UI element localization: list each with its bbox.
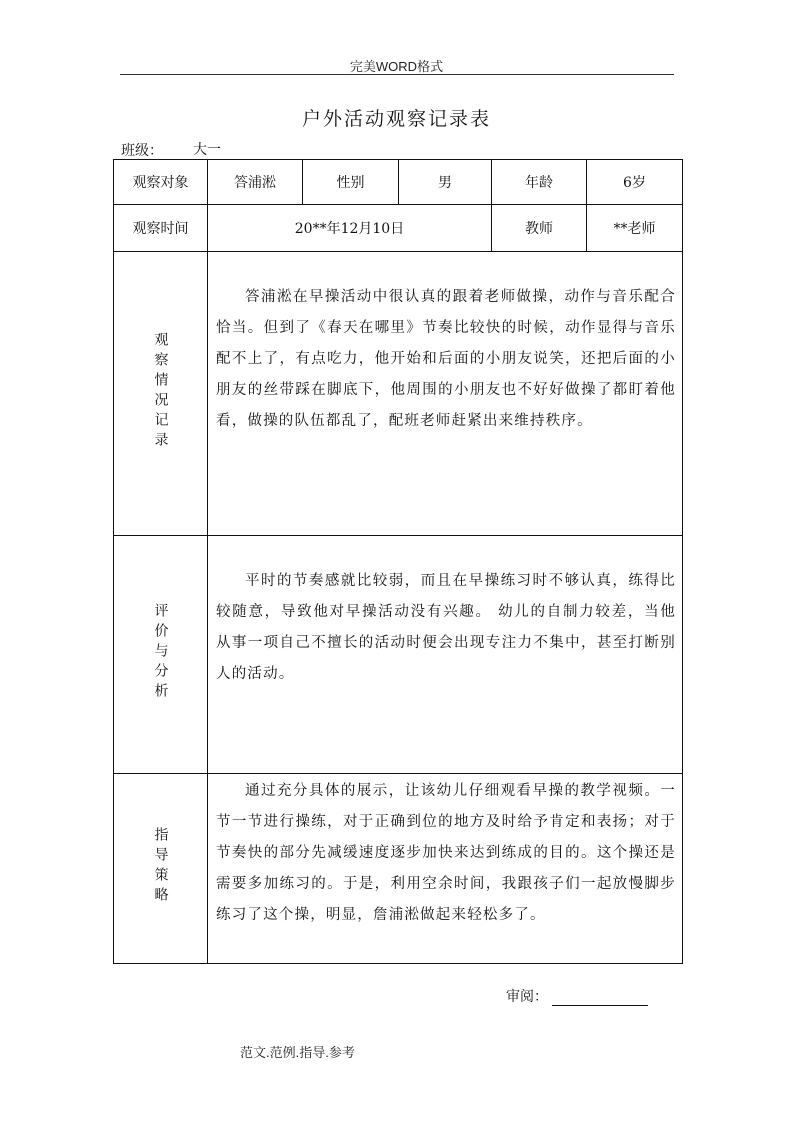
table-row [114, 160, 683, 205]
page-header: 完美WORD格式 [349, 59, 444, 74]
evaluation-label: 评价与分析 [152, 602, 169, 703]
page-footer: 范文.范例.指导.参考 [240, 1045, 355, 1060]
subject-value: 答浦淞 [208, 160, 303, 205]
age-label: 年龄 [492, 160, 587, 205]
strategy-text: 通过充分具体的展示，让该幼儿仔细观看早操的教学视频。一节一节进行操练，对于正确到位的地方及时给予肯定和表扬；对于节奏快的部分先减缓速度逐步加快来达到练成的目的。这个操还是需要多加练习的。于是，利用空余时间，我跟孩子们一起放慢脚步练习了这个操，明显，詹浦淞做起来轻松多了。 [216, 783, 676, 923]
time-label: 观察时间 [114, 205, 208, 252]
review-label: 审阅： [506, 989, 548, 1005]
document-title: 户外活动观察记录表 [301, 108, 491, 130]
table-row [114, 205, 683, 252]
header-rule [120, 74, 674, 75]
time-value: 20**年12月10日 [208, 205, 492, 252]
observation-table [113, 159, 683, 964]
strategy-label-cell [114, 774, 208, 964]
gender-label: 性别 [303, 160, 399, 205]
observation-cell [208, 252, 683, 536]
class-value: 大一 [169, 142, 273, 160]
age-value: 6岁 [587, 160, 683, 205]
strategy-cell [208, 774, 683, 964]
review-signature-line [552, 989, 648, 1006]
class-label: 班级： [121, 143, 163, 159]
table-row [114, 774, 683, 964]
table-row [114, 536, 683, 774]
evaluation-text: 平时的节奏感就比较弱，而且在早操练习时不够认真，练得比较随意，导致他对早操活动没有兴趣。 幼儿的自制力较差，当他从事一项自己不擅长的活动时便会出现专注力不集中，甚至打断别人的活动。 [216, 573, 676, 682]
strategy-label: 指导策略 [152, 826, 169, 907]
evaluation-cell [208, 536, 683, 774]
class-field [121, 140, 273, 160]
evaluation-label-cell [114, 536, 208, 774]
observation-text: 答浦淞在早操活动中很认真的跟着老师做操，动作与音乐配合恰当。但到了《春天在哪里》节奏比较快的时候，动作显得与音乐配不上了，有点吃力，他开始和后面的小朋友说笑，还把后面的小朋友的丝带踩在脚底下，他周围的小朋友也不好好做操了都盯着他看，做操的队伍都乱了，配班老师赶紧出来维持秩序。 [216, 289, 676, 429]
review-field [506, 986, 648, 1006]
observation-label-cell [114, 252, 208, 536]
gender-value: 男 [399, 160, 492, 205]
table-row [114, 252, 683, 536]
subject-label: 观察对象 [114, 160, 208, 205]
teacher-label: 教师 [492, 205, 587, 252]
teacher-value: **老师 [587, 205, 683, 252]
observation-label: 观察情况记录 [152, 331, 169, 452]
